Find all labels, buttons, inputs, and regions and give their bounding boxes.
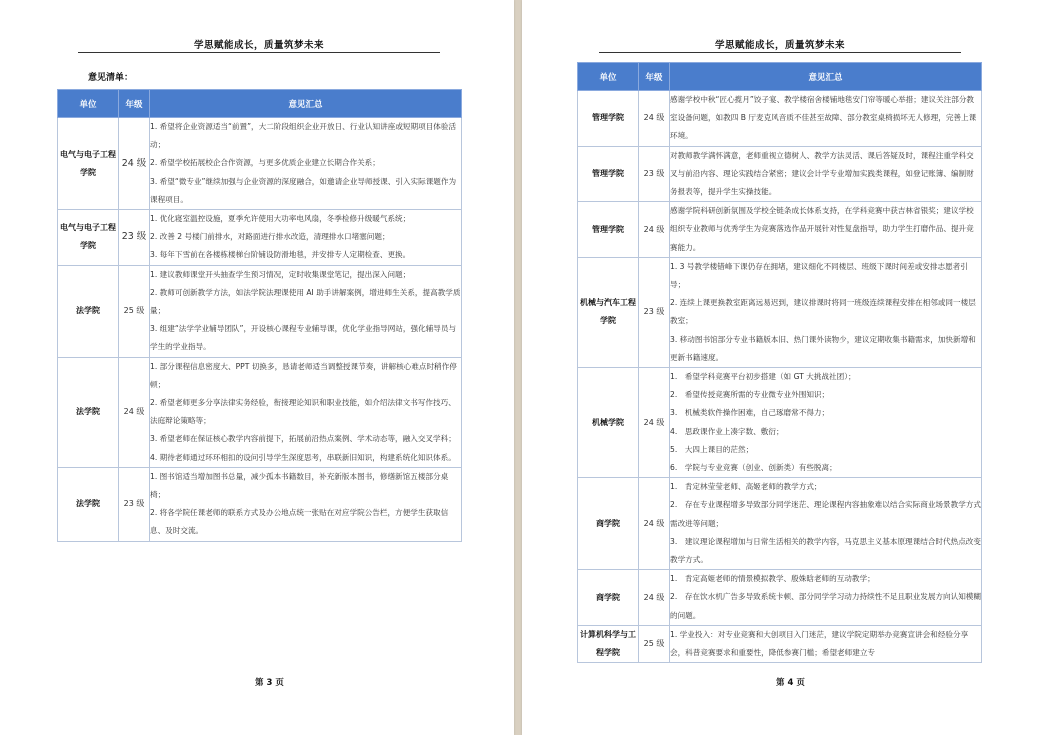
table-row [58, 265, 462, 357]
table-row [58, 118, 462, 210]
col-header-grade: 年级 [639, 63, 670, 91]
document-page-4 [522, 0, 1039, 735]
row-unit: 电气与电子工程学院 [58, 118, 119, 210]
row-grade: 24 级 [639, 202, 670, 258]
row-summary [150, 357, 462, 467]
summary-item: 1. 优化寝室温控设施，夏季允许使用大功率电风扇，冬季检修升级暖气系统； [150, 214, 411, 224]
col-header-summary: 意见汇总 [670, 63, 982, 91]
summary-item: 2. 存在专业课程增多导致部分同学迷茫、理论课程内容抽象难以结合实际商业场景教学方式需改进等问题； [670, 500, 981, 528]
row-grade: 24 级 [639, 91, 670, 147]
table-row [578, 146, 982, 202]
row-unit: 法学院 [58, 357, 119, 467]
col-header-grade: 年级 [119, 90, 150, 118]
document-page-3 [0, 0, 514, 735]
col-header-summary: 意见汇总 [150, 90, 462, 118]
table-row [578, 625, 982, 662]
summary-item: 2. 将各学院任课老师的联系方式及办公地点统一张贴在对应学院公告栏，方便学生获取信息、及时交流。 [150, 508, 449, 536]
summary-item: 4. 期待老师通过环环相扣的设问引导学生深度思考，串联新旧知识，构建系统化知识体系。 [150, 452, 456, 462]
page-number: 第 3 页 [255, 678, 284, 688]
header-divider [78, 52, 440, 53]
row-grade: 25 级 [639, 625, 670, 662]
summary-item: 2. 改善 2 号楼门前排水，对路面进行排水改造，清理排水口堵塞问题； [150, 232, 390, 242]
row-summary [150, 118, 462, 210]
summary-item: 3. 希望“微专业”继续加强与企业资源的深度融合，如邀请企业导师授课、引入实际课题作为课程项目。 [150, 176, 457, 204]
summary-item: 4. 思政课作业上凑字数、敷衍； [670, 426, 784, 436]
summary-item: 1. 肯定高姬老师的情景模拟教学、殷姝晗老师的互动教学； [670, 574, 875, 584]
row-unit: 管理学院 [578, 146, 639, 202]
row-grade: 24 级 [639, 368, 670, 478]
row-summary [150, 467, 462, 541]
row-summary [670, 478, 982, 570]
opinion-table [577, 62, 982, 663]
row-grade: 23 级 [639, 257, 670, 367]
header-divider [599, 52, 961, 53]
summary-item: 2. 教师可创新教学方法，如法学院法理课使用 AI 助手讲解案例，增进师生关系，提高教学质量； [150, 287, 461, 316]
row-unit: 机械学院 [578, 368, 639, 478]
table-row [578, 202, 982, 258]
summary-item: 2. 存在饮水机广告多导致系统卡顿、部分同学学习动力持续性不足且职业发展方向认知模糊的问题。 [670, 592, 981, 620]
row-grade: 24 级 [119, 118, 150, 210]
summary-item: 1. 部分课程信息密度大、PPT 切换多，恳请老师适当调整授课节奏，讲解核心难点时稍作停顿； [150, 361, 457, 389]
table-row [58, 467, 462, 541]
table-row [58, 357, 462, 467]
row-grade: 23 级 [119, 210, 150, 266]
row-grade: 24 级 [639, 570, 670, 626]
summary-item: 1. 学业投入：对专业竞赛和大创项目入门迷茫，建议学院定期举办竞赛宣讲会和经验分享会，科普竞赛要求和重要性，降低参赛门槛；希望老师建立专 [670, 629, 969, 658]
summary-item: 感谢学院科研创新氛围及学校全链条成长体系支持，在学科竞赛中获吉林省银奖；建议学校组织专业教师与优秀学生为竞赛落选作品开展针对性复盘指导，助力学生打磨作品、提升竞赛能力。 [670, 206, 974, 252]
row-summary [670, 91, 982, 147]
row-summary [670, 570, 982, 626]
table-row [58, 210, 462, 266]
row-grade: 24 级 [119, 357, 150, 467]
summary-item: 2. 希望老师更多分享法律实务经验，衔接理论知识和职业技能，如介绍法律文书写作技巧、法庭辩论策略等； [150, 398, 456, 426]
summary-item: 1. 3 号教学楼错峰下课仍存在拥堵，建议细化不同楼层、班级下课时间差或安排志愿者引导； [670, 261, 968, 290]
row-grade: 24 级 [639, 478, 670, 570]
row-unit: 法学院 [58, 467, 119, 541]
row-grade: 23 级 [119, 467, 150, 541]
row-unit: 法学院 [58, 265, 119, 357]
summary-item: 感谢学校中秋“匠心揽月”饺子宴、教学楼宿舍楼铺地毯安门帘等暖心举措；建议关注部分教室设备问题，如教四 B 厅麦克风音质不佳甚至故障、部分教室桌椅损坏无人修理，完善上课环境。 [670, 95, 977, 141]
summary-item: 1. 希望将企业资源适当“前置”，大二阶段组织企业开放日、行业认知讲座或短期项目体验活动； [150, 122, 457, 150]
summary-item: 1. 图书馆适当增加图书总量，减少孤本书籍数目，补充新版本图书，修缮新馆五楼部分桌椅； [150, 471, 449, 500]
row-summary [670, 146, 982, 202]
row-unit: 管理学院 [578, 202, 639, 258]
summary-item: 3. 每年下雪前在各楼栋楼梯台阶铺设防滑地毯，并安排专人定期检查、更换。 [150, 250, 411, 260]
page-header-title: 学思赋能成长，质量筑梦未来 [714, 40, 845, 51]
page-header-title: 学思赋能成长，质量筑梦未来 [193, 40, 324, 51]
col-header-unit: 单位 [58, 90, 119, 118]
row-summary [670, 202, 982, 258]
row-unit: 计算机科学与工程学院 [578, 625, 639, 662]
row-unit: 商学院 [578, 478, 639, 570]
table-header-row [578, 63, 982, 91]
row-summary [150, 265, 462, 357]
row-grade: 25 级 [119, 265, 150, 357]
row-unit: 管理学院 [578, 91, 639, 147]
summary-item: 5. 大四上课目的茫然； [670, 444, 754, 454]
table-row [578, 368, 982, 478]
row-unit: 电气与电子工程学院 [58, 210, 119, 266]
table-row [578, 91, 982, 147]
summary-item: 2. 希望传授竞赛所需的专业微专业外围知识； [670, 390, 830, 400]
summary-item: 2. 连续上课更换教室距离远易迟到，建议排课时将同一班级连续课程安排在相邻或同一楼层教室； [670, 298, 976, 326]
table-header-row [58, 90, 462, 118]
summary-item: 3. 移动图书馆部分专业书籍版本旧、热门课外读物少，建议定期收集书籍需求，加快新增和更新书籍速度。 [670, 334, 976, 362]
table-row [578, 478, 982, 570]
summary-item: 1. 肯定林莹莹老师、高姬老师的教学方式； [670, 482, 822, 492]
summary-item: 2. 希望学校拓展校企合作资源，与更多优质企业建立长期合作关系； [150, 158, 380, 168]
row-summary [670, 625, 982, 662]
summary-item: 1. 希望学科竞赛平台初步搭建（如 GT 大挑战社团）； [670, 372, 856, 382]
row-summary [150, 210, 462, 266]
col-header-unit: 单位 [578, 63, 639, 91]
summary-item: 3. 组建“法学学业辅导团队”，开设核心课程专业辅导课，优化学业指导网站，强化辅导员与学生的学业指导。 [150, 324, 457, 352]
opinion-list-title: 意见清单： [88, 73, 134, 83]
row-summary [670, 257, 982, 367]
summary-item: 3. 机械类软件操作困难，自己琢磨常不得力； [670, 408, 830, 418]
opinion-table [57, 89, 462, 542]
summary-item: 6. 学院与专业竞赛（创业、创新类）有些脱离； [670, 463, 837, 473]
summary-item: 对教师教学满怀满意，老师重视立德树人、教学方法灵活、课后答疑及时，课程注重学科交叉与前沿内容、理论实践结合紧密；建议会计学专业增加实践类课程，如登记账簿、编制财务报表等，提升学生实操技能。 [670, 150, 974, 197]
table-row [578, 257, 982, 367]
summary-item: 1. 建议教师课堂开头抽查学生预习情况，定时收集课堂笔记，提出深入问题； [150, 269, 411, 279]
page-number: 第 4 页 [776, 678, 805, 688]
summary-item: 3. 建议理论课程增加与日常生活相关的教学内容，马克思主义基本原理课结合时代热点改变教学方式。 [670, 536, 981, 565]
row-grade: 23 级 [639, 146, 670, 202]
summary-item: 3. 希望老师在保证核心教学内容前提下，拓展前沿热点案例、学术动态等，融入交叉学科； [150, 434, 456, 444]
table-row [578, 570, 982, 626]
row-summary [670, 368, 982, 478]
row-unit: 机械与汽车工程学院 [578, 257, 639, 367]
row-unit: 商学院 [578, 570, 639, 626]
